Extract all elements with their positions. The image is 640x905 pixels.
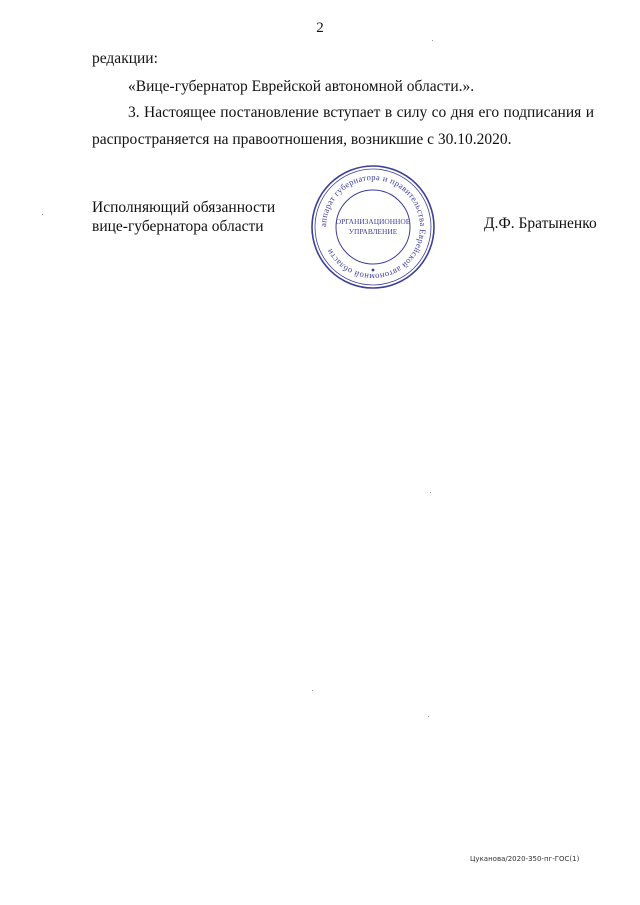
document-footer-code: Цуканова/2020-350-пг-ГОС(1): [470, 855, 580, 863]
page-number: 2: [316, 20, 324, 36]
scan-artifact: [42, 214, 43, 215]
signatory-title-line-2: вице-губернатора области: [92, 218, 264, 235]
stamp-star-mark: [372, 269, 375, 272]
signatory-name: Д.Ф. Братыненко: [484, 215, 597, 232]
body-line-clause-3-continued: распространяется на правоотношения, возникшие с 30.10.2020.: [92, 131, 512, 148]
body-line-quote: «Вице-губернатор Еврейской автономной области.».: [128, 78, 475, 95]
scan-artifact: [312, 690, 313, 691]
body-line-clause-3: 3. Настоящее постановление вступает в силу со дня его подписания и: [128, 104, 594, 121]
signatory-title-line-1: Исполняющий обязанности: [92, 199, 276, 216]
stamp-graphic: [309, 163, 437, 291]
scan-artifact: [428, 716, 429, 717]
scan-artifact: [430, 492, 431, 493]
body-line-redaction: редакции:: [92, 50, 158, 67]
official-stamp: [309, 163, 437, 291]
stamp-ring-text-path: аппарат губернатора и правительства Еврейской автономной области: [317, 171, 429, 283]
signatory-title: [92, 198, 275, 236]
scan-artifact: [432, 40, 433, 41]
stamp-center-line-2: УПРАВЛЕНИЕ: [348, 227, 398, 236]
stamp-center-line-1: ОРГАНИЗАЦИОННОЕ: [335, 217, 411, 226]
